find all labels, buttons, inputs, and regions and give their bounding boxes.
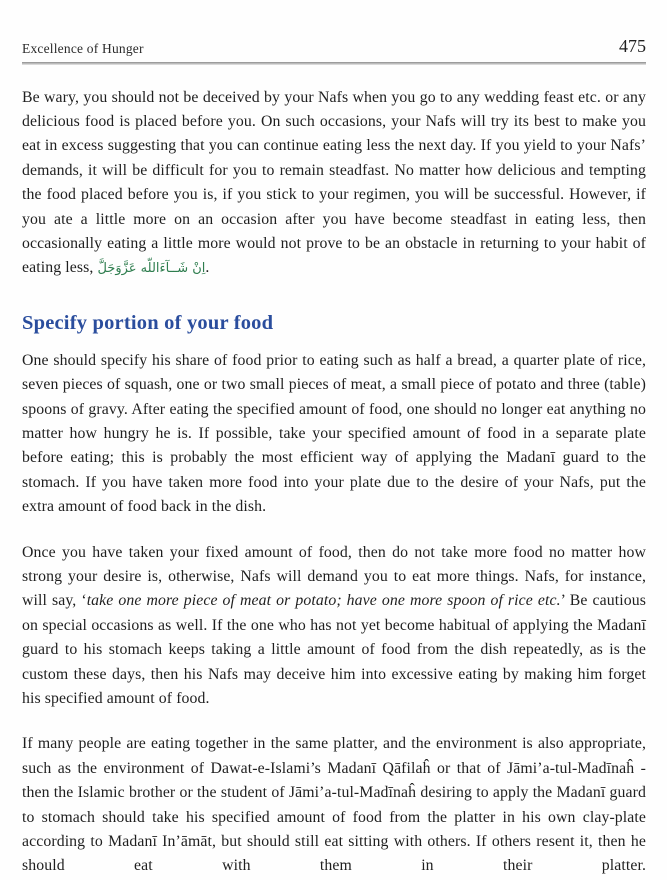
- paragraph-text: One should specify his share of food prior to eating such as half a bread, a quarter plate of rice, seven pieces of squash, one or two small pieces of meat, a small piece of potato and three (table) spoons of gravy. After eating the specified amount of food, one should no longer eat anything no matter how hungry he is. If possible, take your specified amount of food in a separate plate before eating; this is probably the most efficient way of applying the Madanī guard to the stomach. If you have taken more food into your plate due to the desire of your Nafs, put the extra amount of food back in the dish.: [22, 351, 646, 516]
- para-specify-share: [22, 349, 646, 520]
- paragraph-text: Once you have taken your fixed amount of food, then do not take more food no matter how strong your desire is, otherwise, Nafs will demand you to eat more things. Nafs, for instance, will say, ‘: [22, 543, 646, 610]
- paragraph-text: If many people are eating together in the same platter, and the environment is also appropriate, such as the environment of Dawat-e-Islami’s Madanī Qāfilaĥ or that of Jāmi’a-tul-Madīnaĥ - then the Islamic brother or the student of Jāmi’a-tul-Madīnaĥ desiring to apply the Madanī guard to stomach should take his specified amount of food from the platter in his own clay-plate according to Madanī In’āmāt, but should still eat sitting with others. If others resent it, then he should eat with them in their platter.: [22, 735, 646, 875]
- paragraph-text: .: [205, 259, 210, 277]
- para-fixed-amount: [22, 541, 646, 712]
- page-header: [22, 36, 646, 57]
- paragraph-text: ’ Be cautious on special occasions as well. If the one who has not yet become habitual of applying the Madanī guard to his stomach keeps taking a little amount of food from the dish repeatedly, as is the custom these days, then his Nafs may deceive him into excessive eating by making him forget his specified amount of food.: [22, 592, 646, 708]
- section-heading: Specify portion of your food: [22, 311, 274, 334]
- arabic-honorific-inshaallah: اِنْ شَــآءَاللّه عَزَّوَجَلَّ: [97, 261, 206, 277]
- para-nafs-wedding-feast: [22, 86, 646, 282]
- paragraph-text: Be wary, you should not be deceived by your Nafs when you go to any wedding feast etc. or any delicious food is placed before you. On such occasions, your Nafs will try its best to make you eat in excess suggesting that you can continue eating less the next day. If you yield to your Nafs’ demands, it will be difficult for you to remain steadfast. No matter how delicious and tempting the food placed before you is, if you stick to your regimen, you will be successful. However, if you ate a little more on an occasion after you have become steadfast in eating less, then occasionally eating a little more would not prove to be an obstacle in returning to your habit of eating less,: [22, 88, 646, 277]
- running-title: Excellence of Hunger: [22, 41, 144, 56]
- italic-quote-text: take one more piece of meat or potato; have one more spoon of rice etc.: [86, 592, 561, 610]
- para-eating-together: [22, 732, 646, 878]
- header-rule: [22, 62, 646, 65]
- page-number: 475: [619, 36, 646, 56]
- page-body: [22, 86, 646, 879]
